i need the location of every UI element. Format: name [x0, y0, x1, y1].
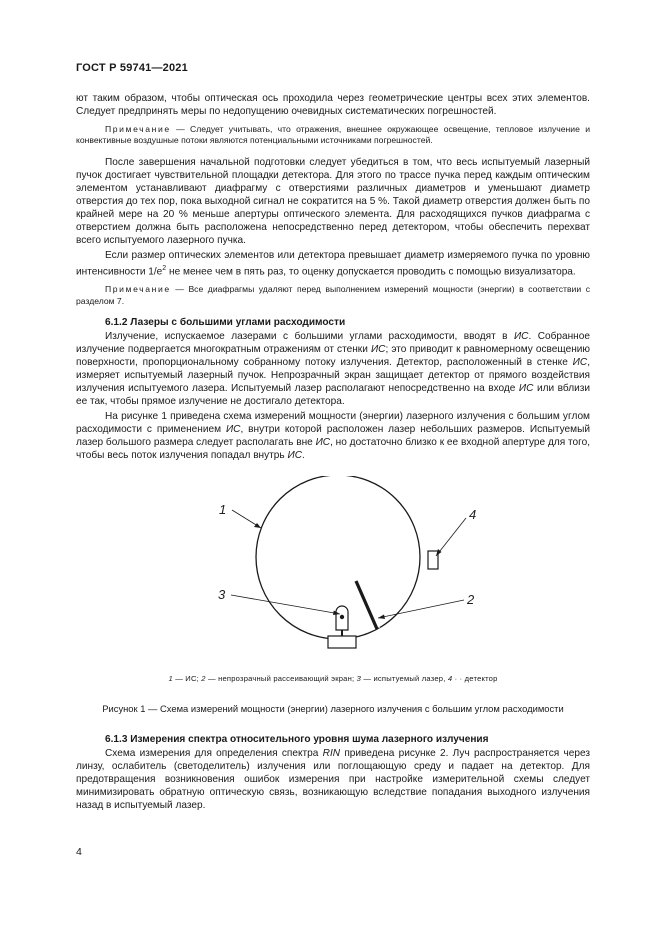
note-2: [76, 284, 590, 307]
section-6-1-2-title: 6.1.2 Лазеры с большими углами расходимости: [105, 316, 346, 328]
s2p1-a: Схема измерения для определения спектра: [105, 747, 323, 759]
label-2: 2: [467, 591, 475, 607]
figure-1-caption: Рисунок 1 — Схема измерений мощности (энергии) лазерного излучения с большим углом расходимости: [102, 702, 564, 714]
page-number: 4: [76, 846, 82, 858]
s1p2-is3: ИС: [287, 449, 302, 461]
laser-base: [328, 636, 356, 648]
laser-aperture: [340, 615, 344, 619]
s1p1-is4: ИС: [518, 382, 534, 394]
label-4: 4: [469, 506, 477, 522]
paragraph-initial-check: После завершения начальной подготовки следует убедиться в том, что весь испытуемый лазерный пучок достигает чувствительной площадки детектора. Для этого по трассе пучка перед каждым оптическим элементом устанавливают диафрагму с отверстиями различных диаметров и уменьшают диаметр отверстия до тех пор, пока выходной сигнал не сократится на 5 %. Такой диаметр отверстия должен быть по крайней мере на 20 % меньше апертуры оптического элемента. Для расходящихся пучков диафрагма с отверстием должна быть расположена непосредственно перед детектором, чтобы обеспечить перехват всего испытуемого лазерного пучка.: [76, 156, 590, 246]
section-6-1-3-title: 6.1.3 Измерения спектра относительного уровня шума лазерного излучения: [105, 733, 489, 745]
paragraph-continuation: ют таким образом, чтобы оптическая ось проходила через геометрические центры всех этих элементов. Следует предпринять меры по недопущению очевидных систематических погрешностей.: [76, 93, 590, 117]
note-1-text: — Следует учитывать, что отражения, внешнее окружающее освещение, тепловое излучение и конвективные воздушные потоки являются потенциальными источниками погрешностей.: [76, 124, 590, 146]
s1p1-is2: ИС: [370, 343, 386, 355]
opaque-screen: [356, 581, 377, 629]
note-1: [76, 124, 590, 147]
label-3: 3: [218, 586, 226, 602]
p3-after: не менее чем в пять раз, то оценку допускается проводить с помощью визуализатора.: [166, 266, 576, 278]
detector-icon: [428, 551, 438, 569]
note-2-label: Примечание: [105, 284, 171, 295]
s1p2-is2: ИС: [315, 436, 331, 448]
paragraph-rin-spectrum: [76, 747, 590, 812]
s1p1-is3: ИС: [572, 356, 588, 368]
s2p1-rin: RIN: [322, 747, 341, 759]
standard-header: ГОСТ Р 59741—2021: [76, 62, 188, 74]
figure-1-diagram: [76, 476, 590, 666]
paragraph-figure-reference: [76, 410, 590, 462]
arrowhead-2: [378, 614, 385, 619]
legend-num-2: 2: [201, 673, 206, 683]
label-1: 1: [219, 501, 227, 517]
legend-num-1: 1: [168, 673, 173, 683]
s2p1-b: приведена рисунке 2. Луч распространяется через линзу, ослабитель (светоделитель) излучения или поглощающую среду и падает на детектор. Для предотвращения возникновения ошибок измерения при настройке измерительной схемы следует минимизировать обратную оптическую связь, возникающую вследствие попадания выходного излучения назад в испытуемый лазер.: [76, 747, 590, 811]
p3-superscript: 2: [162, 264, 167, 272]
s1p1-c: ; это приводит к равномерному освещению поверхности, пропорциональному собранному потоку излучения. Детектор, расположенный в стенке: [76, 343, 590, 368]
s1p2-b: , внутри которой расположен лазер небольших размеров. Испытуемый лазер большого размера следует располагать вне: [76, 423, 590, 448]
arrowhead-1: [254, 523, 261, 528]
s1p1-a: Излучение, испускаемое лазерами с большими углами расходимости, вводят в: [105, 330, 514, 342]
p3-before: Если размер оптических элементов или детектора превышает диаметр измеряемого пучка по уровню интенсивности 1/e: [76, 249, 590, 278]
leader-line-2: [378, 600, 464, 618]
s1p2-is1: ИС: [225, 423, 241, 435]
document-body: [76, 92, 590, 814]
legend-text-2: — непрозрачный рассеивающий экран;: [205, 673, 357, 683]
leader-line-3: [231, 595, 340, 614]
note-2-text: — Все диафрагмы удаляют перед выполнением измерений мощности (энергии) в соответствии с разделом 7.: [76, 284, 590, 306]
figure-1-legend: [76, 672, 590, 685]
paragraph-large-divergence: [76, 330, 590, 408]
s1p1-b: . Собранное излучение подвергается многократным отражениям от стенки: [76, 330, 590, 355]
s1p1-is1: ИС: [513, 330, 529, 342]
legend-text-3: — испытуемый лазер,: [361, 673, 448, 683]
legend-text-4: · · детектор: [452, 673, 498, 683]
s1p1-d: , измеряет испытуемый лазерный пучок. Непрозрачный экран защищает детектор от прямого воздействия излучения испытуемого лазера. Испытуемый лазер располагают непосредственно на входе: [76, 356, 590, 394]
legend-text-1: — ИС;: [172, 673, 202, 683]
s1p2-d: .: [302, 449, 305, 461]
opaque-screen-highlight: [359, 580, 380, 628]
paragraph-visualizer: [76, 249, 590, 278]
s1p1-e: или вблизи ее так, чтобы прямое излучение не достигало детектора.: [76, 382, 590, 407]
integrating-sphere-diagram: [76, 476, 590, 666]
leader-line-4: [436, 518, 466, 556]
s1p2-a: На рисунке 1 приведена схема измерений мощности (энергии) лазерного излучения с большим углом расходимости с применением: [76, 410, 590, 435]
legend-num-3: 3: [356, 673, 362, 683]
s1p2-c: , но достаточно близко к ее входной апертуре для того, чтобы весь поток излучения попадал внутрь: [76, 436, 591, 461]
note-1-label: Примечание: [105, 124, 171, 134]
legend-num-4: 4: [447, 673, 453, 683]
